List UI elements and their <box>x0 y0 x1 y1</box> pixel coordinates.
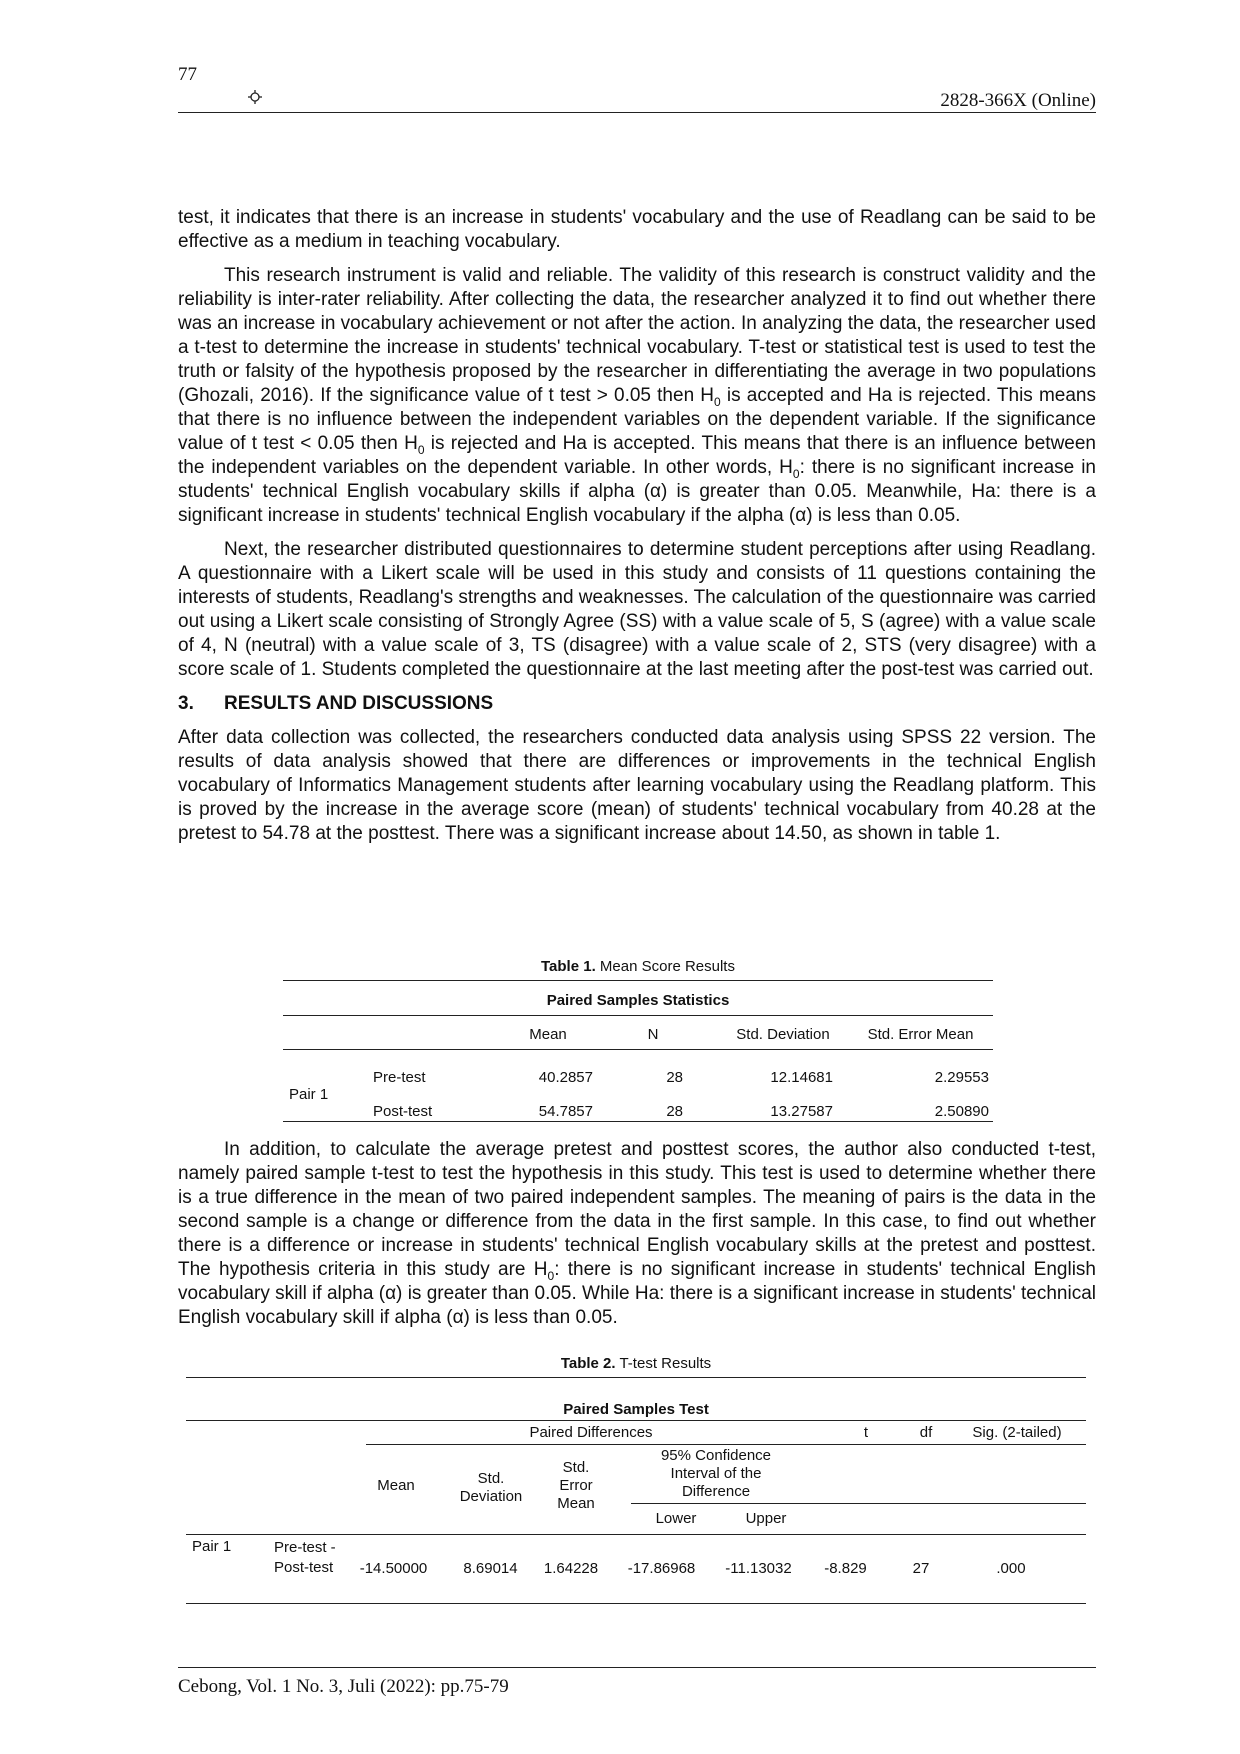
table1-row1-sd: 12.14681 <box>770 1069 833 1086</box>
table2-rule-3 <box>366 1444 1086 1445</box>
table2-value-upper: -11.13032 <box>725 1560 792 1577</box>
table2-subtitle: Paired Samples Test <box>563 1401 709 1418</box>
table1-row1-n: 28 <box>666 1069 683 1086</box>
table2-value-t: -8.829 <box>824 1560 867 1577</box>
table1-row2-se: 2.50890 <box>934 1103 989 1120</box>
paragraph-5 <box>178 1138 1096 1330</box>
table2-rule-bottom <box>186 1603 1086 1604</box>
table2-header-ci-1: 95% Confidence <box>660 1447 772 1464</box>
section-heading <box>178 692 1096 716</box>
paragraph-5-b: : there is no significant increase in students' technical English vocabulary skill if alpha (α) is greater than 0.05. While Ha: there is a significant increase in students' technical English vocabulary skill if alpha (α) is less than 0.05. <box>178 1259 1096 1328</box>
table1-caption-label: Table 1. <box>541 958 596 975</box>
table1-header-mean: Mean <box>529 1026 567 1043</box>
table2-row-label-2: Post-test <box>274 1559 334 1576</box>
table2-header-ci-2: Interval of the <box>670 1465 762 1482</box>
table1-rule-bottom <box>283 1121 993 1122</box>
table1-header-se: Std. Error Mean <box>867 1026 974 1043</box>
table2-value-lower: -17.86968 <box>627 1560 696 1577</box>
table2-header-sig: Sig. (2-tailed) <box>972 1424 1062 1441</box>
table2-value-mean: -14.50000 <box>359 1560 428 1577</box>
paragraph-2-c: is rejected and Ha is accepted. This means that there is an influence between the independent variables on the dependent variable. In other words, H <box>178 433 1096 478</box>
paragraph-3: Next, the researcher distributed questionnaires to determine student perceptions after using Readlang. A questionnaire with a Likert scale will be used in this study and consists of 11 questions containing the interests of students, Readlang's strengths and weaknesses. The calculation of the questionnaire was carried out using a Likert scale consisting of Strongly Agree (SS) with a value scale of 5, S (agree) with a value scale of 4, N (neutral) with a value scale of 3, TS (disagree) with a value scale of 2, STS (very disagree) with a score scale of 1. Students completed the questionnaire at the last meeting after the post-test was carried out. <box>178 539 1096 680</box>
table1-caption <box>283 958 993 975</box>
table2-value-sd: 8.69014 <box>463 1560 518 1577</box>
table1-row2-mean: 54.7857 <box>538 1103 593 1120</box>
table2-header-sd <box>446 1470 536 1506</box>
table2-header-mean: Mean <box>377 1477 415 1494</box>
table2-caption <box>186 1355 1086 1372</box>
footer-rule <box>178 1667 1096 1668</box>
table1-subtitle: Paired Samples Statistics <box>546 992 730 1009</box>
header-rule <box>178 112 1096 113</box>
page-number: 77 <box>178 64 197 85</box>
paragraph-4: After data collection was collected, the researchers conducted data analysis using SPSS 22 version. The results of data analysis showed that there are differences or improvements in the technical English vocabulary of Informatics Management students after learning vocabulary using the Readlang platform. This is proved by the increase in the average score (mean) of students' technical vocabulary from 40.28 at the pretest to 54.78 at the posttest. There was a significant increase about 14.50, as shown in table 1. <box>178 727 1096 844</box>
gear-icon <box>248 90 262 108</box>
table2-header-se <box>546 1459 606 1513</box>
table2-header-upper: Upper <box>745 1510 787 1527</box>
table1-rule-3 <box>283 1049 993 1050</box>
table1-row1-se: 2.29553 <box>934 1069 989 1086</box>
table1-row2-n: 28 <box>666 1103 683 1120</box>
table2-value-se: 1.64228 <box>543 1560 599 1577</box>
table2-header-sd-1: Std. <box>477 1470 505 1487</box>
paragraph-5-a: In addition, to calculate the average pretest and posttest scores, the author also conducted t-test, namely paired sample t-test to test the hypothesis in this study. This test is used to determine whether there is a true difference in the mean of two paired independent samples. The meaning of pairs is the data in the second sample is a change or difference from the data in the first sample. In this case, to find out whether there is a difference or increase in students' technical English vocabulary skills at the pretest and posttest. The hypothesis criteria in this study are H <box>178 1139 1096 1280</box>
table2-rule-2 <box>186 1420 1086 1421</box>
table2-header-se-1: Std. <box>562 1459 590 1476</box>
paragraph-2-d: : there is no significant increase in students' technical English vocabulary skills if alpha (α) is greater than 0.05. Meanwhile, Ha: there is a significant increase in students' technical English vocabulary if the alpha (α) is less than 0.05. <box>178 457 1096 526</box>
paragraph-2 <box>178 264 1096 528</box>
table2-caption-text: T-test Results <box>615 1355 712 1372</box>
table2-paired-differences: Paired Differences <box>529 1424 653 1441</box>
table1-rule-2 <box>283 1015 993 1016</box>
paragraph-2-b: is accepted and Ha is rejected. This means that there is no influence between the independent variables on the dependent variable. If the significance value of t test < 0.05 then H <box>178 385 1096 454</box>
subscript: 0 <box>547 1268 555 1283</box>
table1-caption-text: Mean Score Results <box>595 958 735 975</box>
table1-row2-sd: 13.27587 <box>770 1103 833 1120</box>
subscript: 0 <box>792 466 800 481</box>
table2-rule-4 <box>186 1534 1086 1535</box>
paragraph-2-a: This research instrument is valid and reliable. The validity of this research is construct validity and the reliability is inter-rater reliability. After collecting the data, the researcher analyzed it to find out whether there was an increase in vocabulary achievement or not after the action. In analyzing the data, the researcher used a t-test to determine the increase in students' technical vocabulary. T-test or statistical test is used to test the truth or falsity of the hypothesis proposed by the researcher in differentiating the average in two populations (Ghozali, 2016). If the significance value of t test > 0.05 then H <box>178 265 1096 406</box>
table2-header-ci <box>626 1447 806 1501</box>
table2-header-sd-2: Deviation <box>459 1488 523 1505</box>
table2-value-sig: .000 <box>996 1560 1026 1577</box>
section-title: RESULTS AND DISCUSSIONS <box>224 693 494 714</box>
table1-rule-top <box>283 980 993 981</box>
table1-pair-label: Pair 1 <box>289 1086 329 1103</box>
table1-row1-mean: 40.2857 <box>538 1069 593 1086</box>
paragraph-1: test, it indicates that there is an increase in students' vocabulary and the use of Readlang can be said to be effective as a medium in teaching vocabulary. <box>178 207 1096 252</box>
issn-label: 2828-366X (Online) <box>940 90 1096 111</box>
table2-rule-ci <box>631 1503 1086 1504</box>
footer-citation: Cebong, Vol. 1 No. 3, Juli (2022): pp.75-79 <box>178 1676 509 1697</box>
table1-row2-label: Post-test <box>373 1103 433 1120</box>
table2-header-se-3: Mean <box>557 1495 595 1512</box>
table1-header-n: N <box>647 1026 659 1043</box>
table1-row1-label: Pre-test <box>373 1069 426 1086</box>
table2-value-df: 27 <box>912 1560 930 1577</box>
table2-header-lower: Lower <box>655 1510 697 1527</box>
table2-caption-label: Table 2. <box>560 1355 616 1372</box>
table2-header-t: t <box>863 1424 869 1441</box>
table1-header-sd: Std. Deviation <box>736 1026 830 1043</box>
table2-rule-top <box>186 1377 1086 1378</box>
table2-header-df: df <box>919 1424 933 1441</box>
table2-row-label-1: Pre-test - <box>274 1539 336 1556</box>
table2-row-label <box>274 1538 336 1578</box>
section-number: 3. <box>178 693 194 714</box>
subscript: 0 <box>714 394 721 409</box>
table2-header-ci-3: Difference <box>681 1483 751 1500</box>
table2-header-se-2: Error <box>559 1477 593 1494</box>
table2-pair-label: Pair 1 <box>192 1538 232 1555</box>
body-text <box>178 206 1096 846</box>
body-text-2 <box>178 1138 1096 1330</box>
subscript: 0 <box>417 442 425 457</box>
